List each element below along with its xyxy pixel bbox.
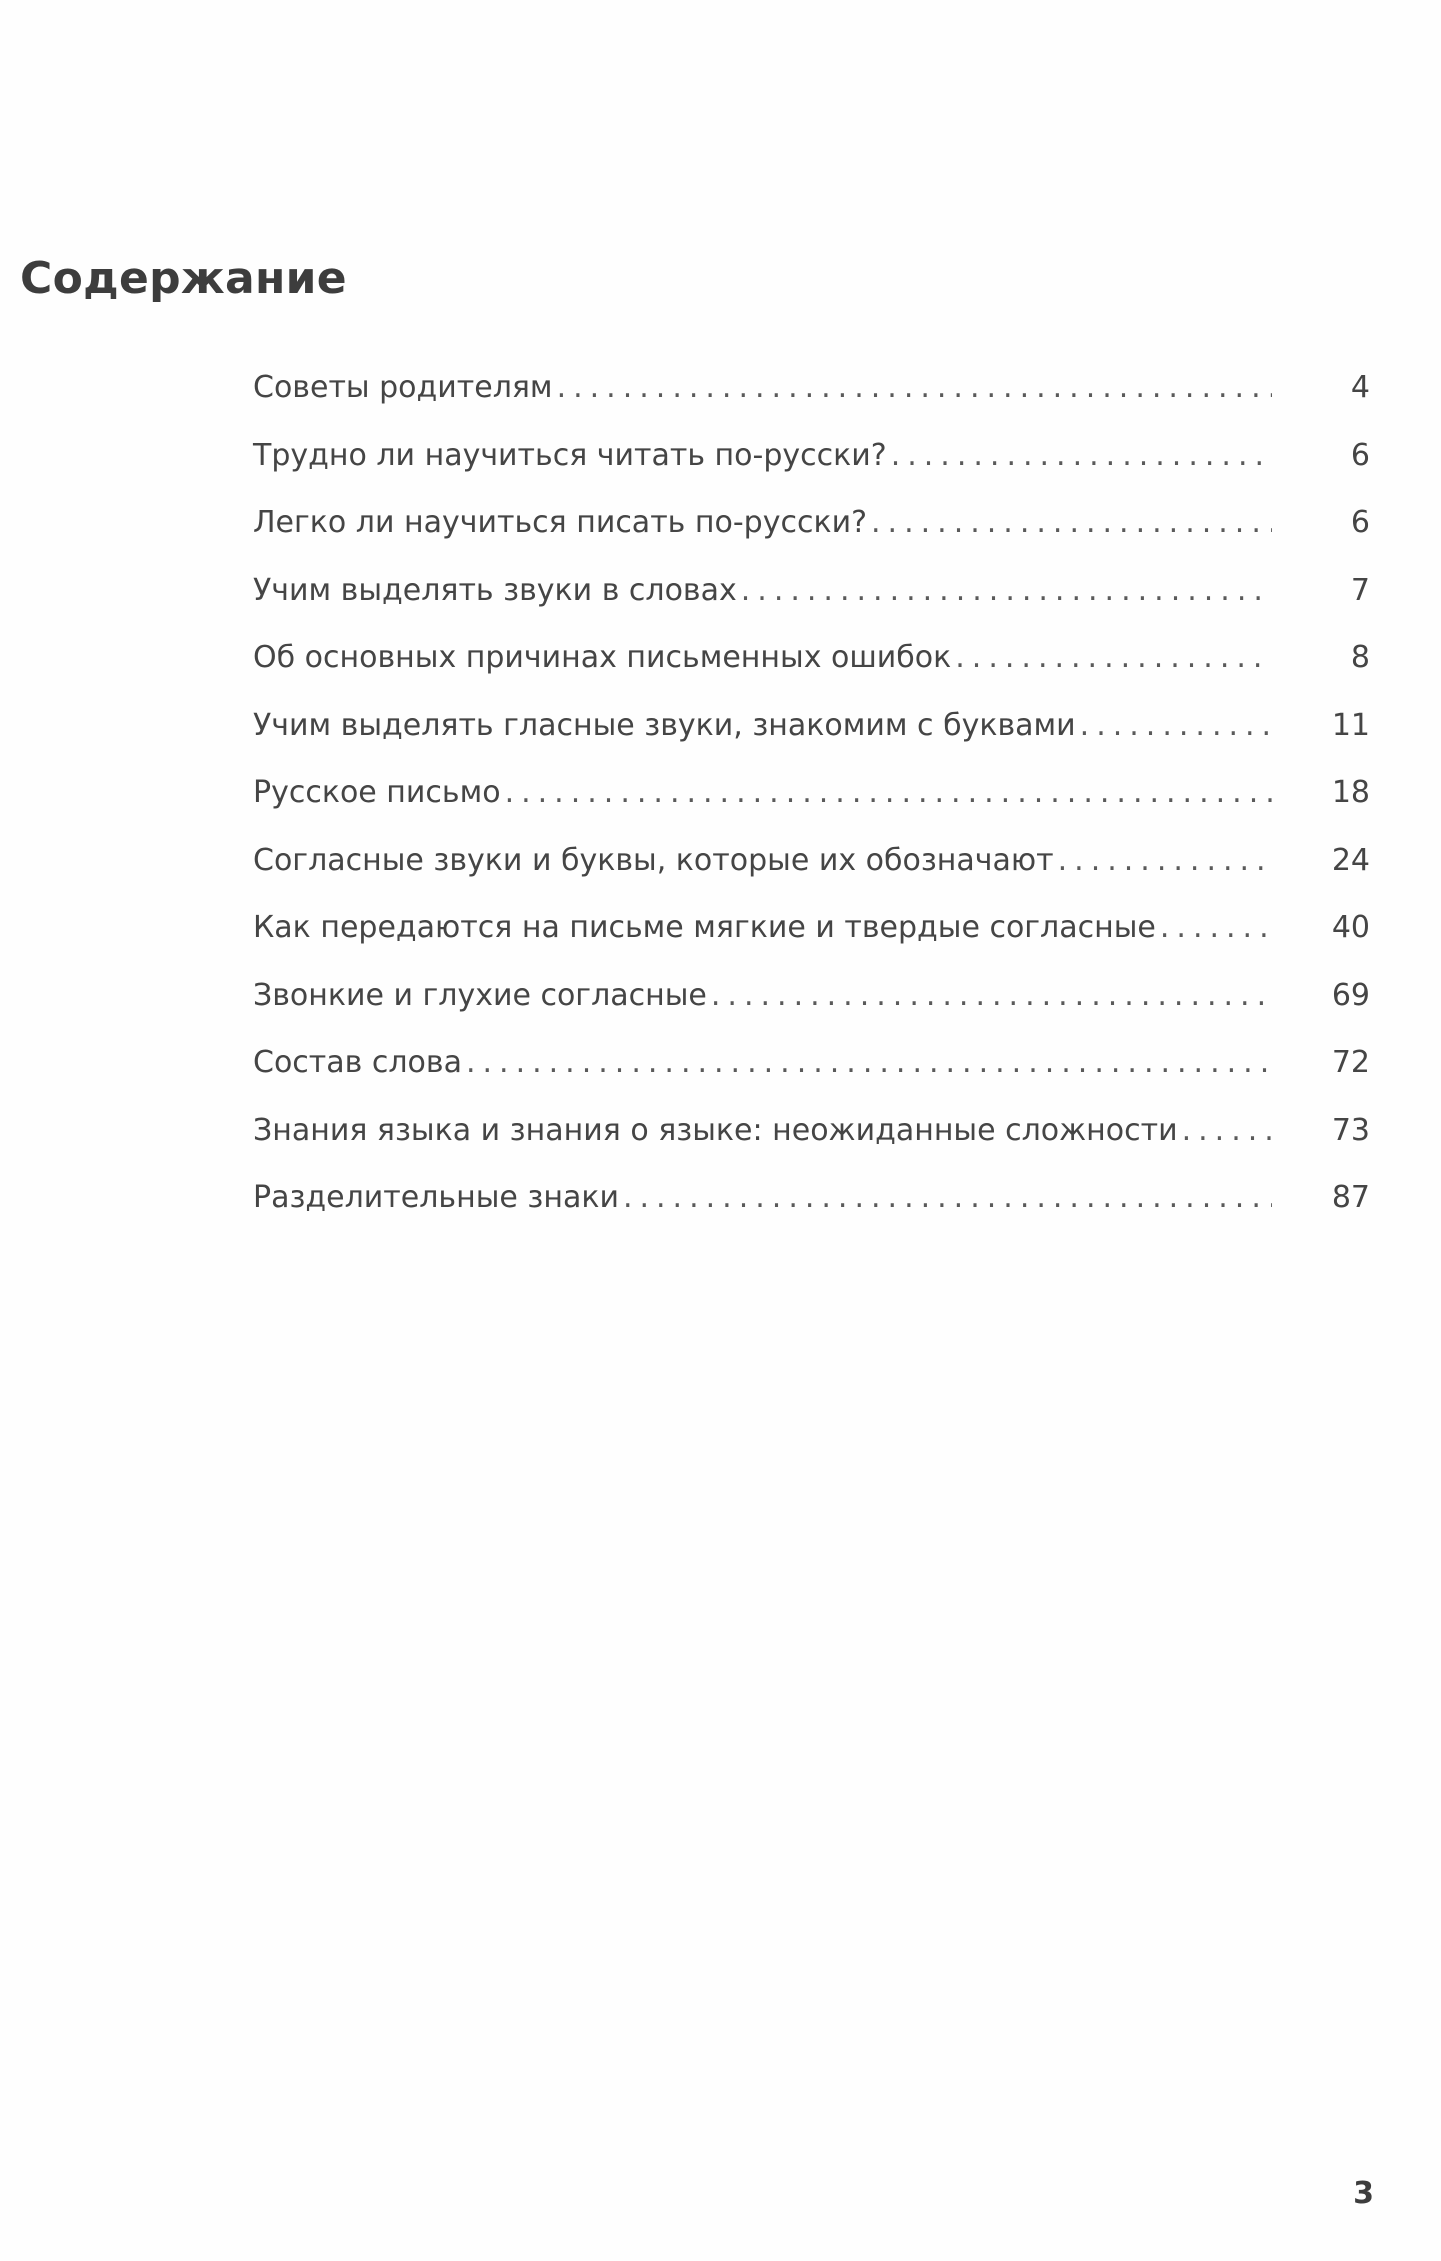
toc-entry-page: 4	[1350, 370, 1370, 405]
dot-leader	[623, 1170, 1272, 1226]
dot-leader	[1080, 698, 1272, 754]
toc-entry-title: Состав слова	[253, 1045, 462, 1080]
toc-entry-title: Согласные звуки и буквы, которые их обозначают	[253, 842, 1054, 878]
toc-entry-page: 73	[1331, 1112, 1370, 1148]
dot-leader	[711, 968, 1272, 1024]
toc-entry	[253, 968, 1370, 1036]
toc-entry	[253, 428, 1370, 496]
page-title: Содержание	[20, 253, 347, 304]
toc-entry	[253, 900, 1370, 968]
toc-entry-title: Учим выделять гласные звуки, знакомим с буквами	[253, 707, 1076, 743]
toc-entry	[253, 1103, 1370, 1171]
table-of-contents	[253, 360, 1370, 1238]
toc-entry	[253, 495, 1370, 563]
dot-leader	[955, 630, 1272, 686]
toc-entry-page: 6	[1350, 505, 1370, 540]
toc-entry-title: Знания языка и знания о языке: неожиданные сложности	[253, 1112, 1178, 1148]
toc-entry	[253, 630, 1370, 698]
toc-entry-page: 69	[1331, 977, 1370, 1013]
toc-entry	[253, 1035, 1370, 1103]
dot-leader	[557, 360, 1272, 416]
toc-entry-title: Об основных причинах письменных ошибок	[253, 640, 952, 675]
toc-entry	[253, 563, 1370, 631]
toc-entry	[253, 1170, 1370, 1238]
toc-entry-page: 18	[1331, 775, 1370, 810]
toc-entry-title: Легко ли научиться писать по-русски?	[253, 505, 868, 540]
toc-entry-title: Русское письмо	[253, 775, 501, 810]
page-number: 3	[1353, 2176, 1374, 2211]
toc-entry-page: 8	[1350, 640, 1370, 675]
toc-entry-page: 11	[1331, 707, 1370, 743]
dot-leader	[1160, 900, 1272, 956]
dot-leader	[505, 765, 1272, 821]
toc-entry-page: 40	[1331, 910, 1370, 945]
dot-leader	[466, 1035, 1272, 1091]
toc-entry	[253, 360, 1370, 428]
toc-entry-page: 24	[1331, 842, 1370, 878]
toc-entry-page: 7	[1350, 572, 1370, 608]
dot-leader	[1058, 833, 1272, 889]
toc-entry-title: Трудно ли научиться читать по-русски?	[253, 437, 887, 473]
toc-entry	[253, 833, 1370, 901]
toc-entry-title: Звонкие и глухие согласные	[253, 977, 707, 1013]
toc-entry-page: 87	[1331, 1180, 1370, 1215]
dot-leader	[1182, 1103, 1272, 1159]
toc-entry	[253, 698, 1370, 766]
toc-entry-title: Как передаются на письме мягкие и твердые согласные	[253, 910, 1156, 945]
toc-entry-page: 72	[1331, 1045, 1370, 1080]
toc-entry	[253, 765, 1370, 833]
toc-entry-title: Советы родителям	[253, 370, 553, 405]
toc-entry-page: 6	[1350, 437, 1370, 473]
dot-leader	[871, 495, 1272, 551]
dot-leader	[741, 563, 1272, 619]
dot-leader	[891, 428, 1272, 484]
toc-entry-title: Учим выделять звуки в словах	[253, 572, 737, 608]
toc-entry-title: Разделительные знаки	[253, 1180, 619, 1215]
